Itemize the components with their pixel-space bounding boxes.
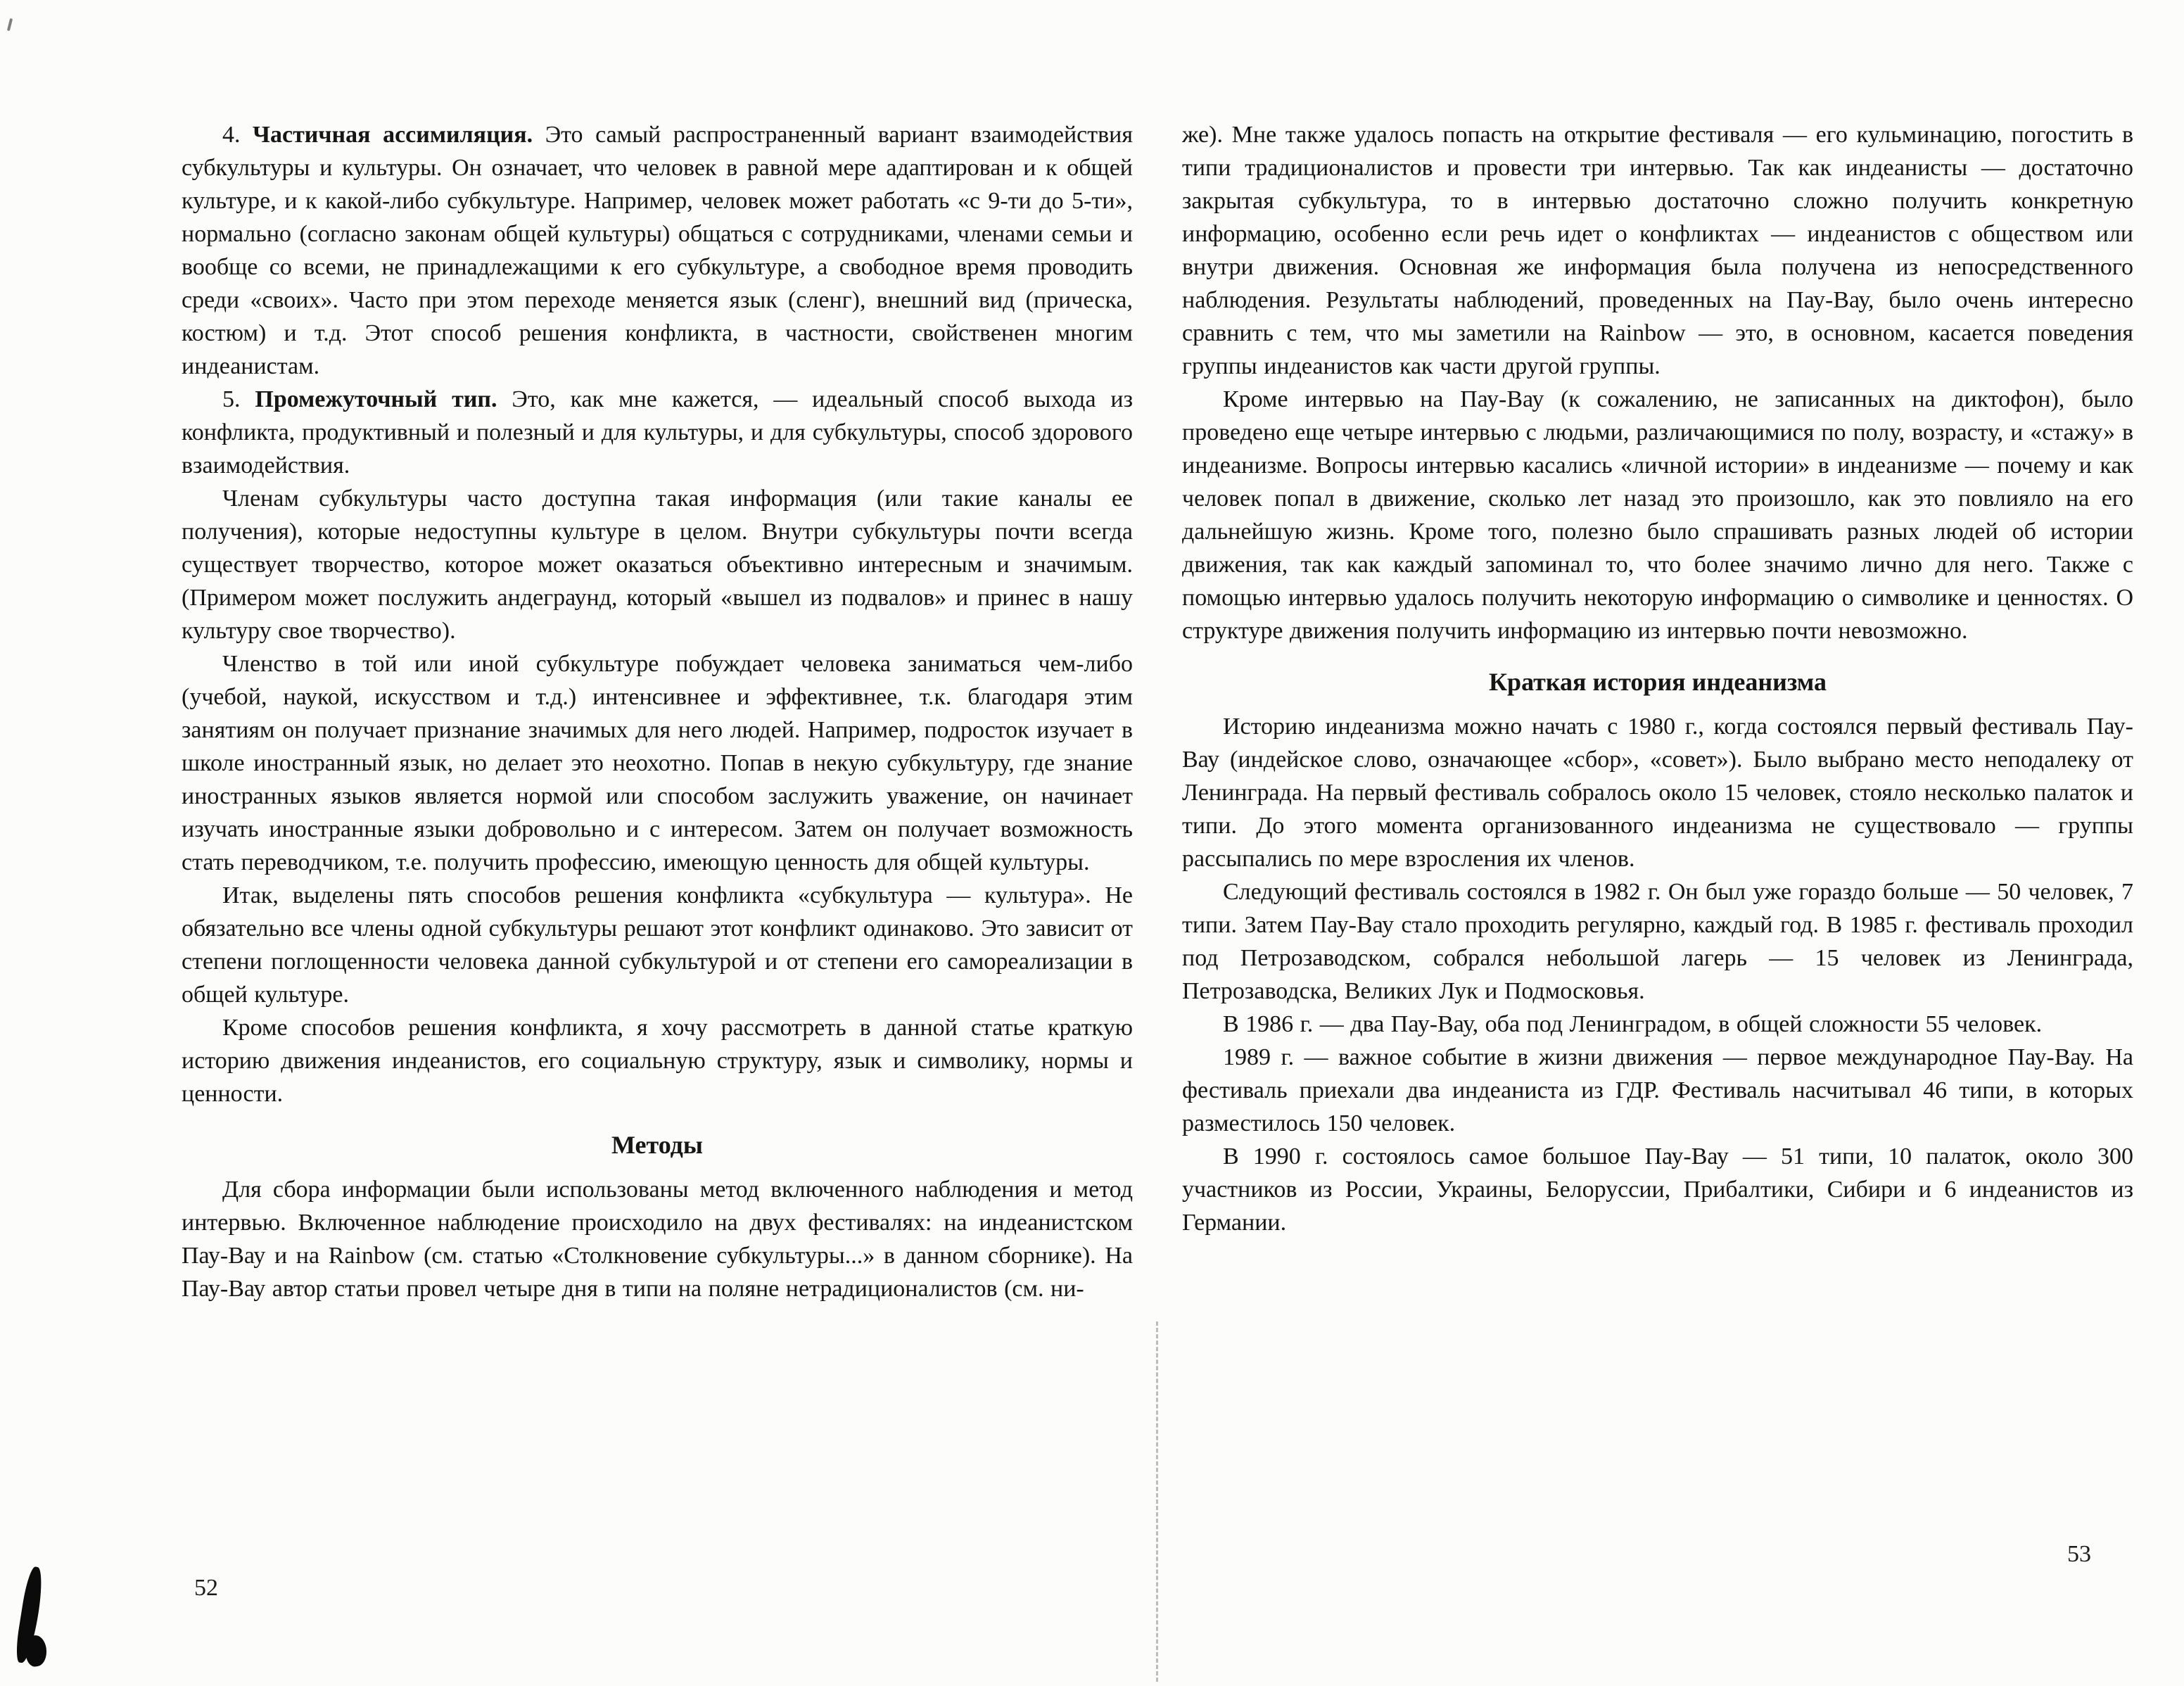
section-heading: [182, 1129, 1133, 1162]
page-right: [1182, 118, 2133, 1239]
bold-text-run: Частичная ассимиляция.: [253, 122, 533, 148]
paragraph: [1182, 875, 2133, 1008]
text-run: Членам субкультуры часто доступна такая информация (или такие каналы ее получения), которые недоступны культуре в целом. Внутри субкультуры почти всегда существует творчество, которое может оказаться объективно интересным и значимым. (Примером может послужить андеграунд, который «вышел из подвалов» и принес в нашу культуру свое творчество).: [182, 486, 1133, 644]
bold-text-run: Промежуточный тип.: [255, 386, 497, 412]
paragraph: [182, 383, 1133, 482]
text-run: Кроме способов решения конфликта, я хочу рассмотреть в данной статье краткую историю движения индеанистов, его социальную структуру, язык и символику, нормы и ценности.: [182, 1015, 1133, 1107]
text-run: Краткая история индеанизма: [1488, 668, 1827, 696]
paragraph: [1182, 710, 2133, 875]
section-heading: [1182, 666, 2133, 699]
page-number-left: 52: [194, 1575, 218, 1601]
text-run: 4.: [222, 122, 253, 148]
paragraph: [182, 1011, 1133, 1110]
text-run: Членство в той или иной субкультуре побуждает человека заниматься чем-либо (учебой, наукой, искусством и т.д.) интенсивнее и эффективнее, т.к. благодаря этим занятиям он получает признание значимых для него людей. Например, подросток изучает в школе иностранный язык, но делает это неохотно. Попав в некую субкультуру, где знание иностранных языков является нормой или способом заслужить уважение, он начинает изучать иностранные языки добровольно и с интересом. Затем он получает возможность стать переводчиком, т.е. получить профессию, имеющую ценность для общей культуры.: [182, 651, 1133, 875]
text-run: Это самый распространенный вариант взаимодействия субкультуры и культуры. Он означает, что человек в равной мере адаптирован и к общей культуре, и к какой-либо субкультуре. Например, человек может работать «с 9-ти до 5-ти», нормально (согласно законам общей культуры) общаться с сотрудниками, членами семьи и вообще со всеми, не принадлежащими к его субкультуре, а свободное время проводить среди «своих». Часто при этом переходе меняется язык (сленг), внешний вид (прическа, костюм) и т.д. Этот способ решения конфликта, в частности, свойственен многим индеанистам.: [182, 122, 1134, 379]
text-run: Следующий фестиваль состоялся в 1982 г. Он был уже гораздо больше — 50 человек, 7 типи. Затем Пау-Вау стало проходить регулярно, каждый год. В 1985 г. фестиваль проходил под Петрозаводском, собрался небольшой лагерь — 15 человек из Ленинграда, Петрозаводска, Великих Лук и Подмосковья.: [1182, 879, 2133, 1004]
text-run: Для сбора информации были использованы метод включенного наблюдения и метод интервью. Включенное наблюдение происходило на двух фестивалях: на индеанистском Пау-Вау и на Rainbow (см. статью «Столкновение субкультуры...» в данном сборнике). На Пау-Вау автор статьи провел четыре дня в типи на поляне нетрадиционалистов (см. ни-: [182, 1177, 1133, 1302]
page-left-column: [182, 118, 1133, 1305]
paragraph: [1182, 1008, 2133, 1041]
text-run: же). Мне также удалось попасть на открытие фестиваля — его кульминацию, погостить в типи традиционалистов и провести три интервью. Так как индеанисты — достаточно закрытая субкультура, то в интервью достаточно сложно получить конкретную информацию, особенно если речь идет о конфликтах — индеанистов с обществом или внутри движения. Основная же информация была получена из непосредственного наблюдения. Результаты наблюдений, проведенных на Пау-Вау, было очень интересно сравнить с тем, что мы заметили на Rainbow — это, в основном, касается поведения группы индеанистов как части другой группы.: [1182, 122, 2133, 379]
text-run: 5.: [222, 386, 255, 412]
text-run: 1989 г. — важное событие в жизни движения — первое международное Пау-Вау. На фестиваль приехали два индеаниста из ГДР. Фестиваль насчитывал 46 типи, в которых разместилось 150 человек.: [1182, 1044, 2133, 1136]
paragraph: [1182, 1140, 2133, 1239]
text-run: В 1986 г. — два Пау-Вау, оба под Ленинградом, в общей сложности 55 человек.: [1223, 1011, 2043, 1037]
page-right-column: [1182, 118, 2133, 1239]
text-run: Итак, выделены пять способов решения конфликта «субкультура — культура». Не обязательно все члены одной субкультуры решают этот конфликт одинаково. Это зависит от степени поглощенности человека данной субкультурой и от степени его самореализации в общей культуре.: [182, 882, 1133, 1008]
text-run: В 1990 г. состоялось самое большое Пау-Вау — 51 типи, 10 палаток, около 300 участников из России, Украины, Белоруссии, Прибалтики, Сибири и 6 индеанистов из Германии.: [1182, 1143, 2133, 1236]
paragraph: [182, 118, 1133, 383]
paragraph: [1182, 1041, 2133, 1140]
paragraph: [182, 482, 1133, 647]
scan-gutter-dashed-line: [1156, 1321, 1158, 1682]
text-run: Это, как мне кажется, — идеальный способ выхода из конфликта, продуктивный и полезный и для культуры, и для субкультуры, способ здорового взаимодействия.: [182, 386, 1134, 478]
text-run: Кроме интервью на Пау-Вау (к сожалению, не записанных на диктофон), было проведено еще четыре интервью с людьми, различающимися по полу, возрасту, и «стажу» в индеанизме. Вопросы интервью касались «личной истории» в индеанизме — почему и как человек попал в движение, сколько лет назад это произошло, как это повлияло на его дальнейшую жизнь. Кроме того, полезно было спрашивать разных людей об истории движения, так как каждый запоминал то, что более значимо лично для него. Также с помощью интервью удалось получить некоторую информацию о символике и ценностях. О структуре движения получить информацию из интервью почти невозможно.: [1182, 386, 2133, 644]
page-number-right: 53: [2067, 1541, 2091, 1567]
paragraph: [1182, 118, 2133, 383]
scan-corner-mark: [7, 18, 13, 31]
paragraph: [182, 647, 1133, 879]
paragraph: [182, 879, 1133, 1011]
page-left: [182, 118, 1133, 1305]
paragraph: [1182, 383, 2133, 647]
scan-ink-mark: [13, 1566, 45, 1664]
text-run: Историю индеанизма можно начать с 1980 г., когда состоялся первый фестиваль Пау-Вау (индейское слово, означающее «сбор», «совет»). Было выбрано место неподалеку от Ленинграда. На первый фестиваль собралось около 15 человек, стояло несколько палаток и типи. До этого момента организованного индеанизма не существовало — группы рассыпались по мере взросления их членов.: [1182, 714, 2133, 872]
paragraph: [182, 1173, 1133, 1305]
text-run: Методы: [611, 1131, 703, 1159]
